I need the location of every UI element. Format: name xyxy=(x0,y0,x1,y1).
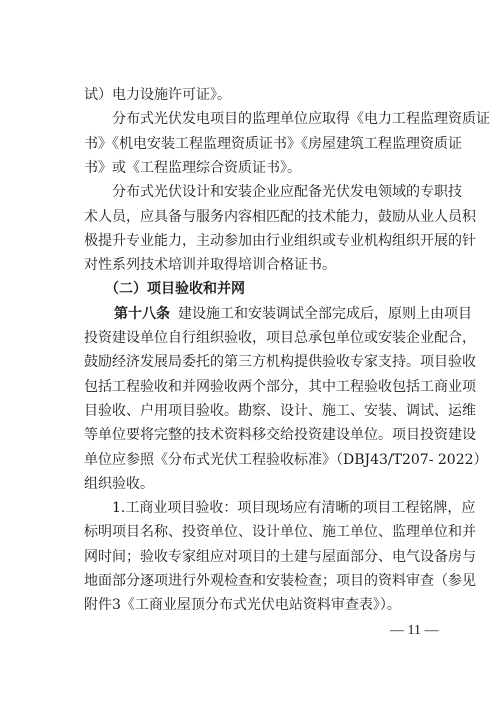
text-line: 试）电力设施许可证》。 xyxy=(84,87,231,103)
text-line: 投资建设单位自行组织验收，项目总承包单位或安装企业配合， xyxy=(84,330,476,346)
text-line: 目验收、户用项目验收。勘察、设计、施工、安装、调试、运维 xyxy=(84,402,476,419)
text-line: 分布式光伏设计和安装企业应配备光伏发电领域的专职技 xyxy=(84,184,462,201)
text-line: 地面部分逐项进行外观检查和安装检查；项目的资料审查（参见 xyxy=(84,573,476,589)
text-line: 附件3《工商业屋顶分布式光伏电站资料审查表》）。 xyxy=(84,597,401,614)
text-line: 网时间；验收专家组应对项目的土建与屋面部分、电气设备房与 xyxy=(84,548,476,565)
section-heading: （二）项目验收和并网 xyxy=(84,281,245,298)
text-line: 书》或《工程监理综合资质证书》。 xyxy=(84,159,301,176)
text-line: 鼓励经济发展局委托的第三方机构提供验收专家支持。项目验收 xyxy=(84,354,476,371)
text-line: 等单位要将完整的技术资料移交给投资建设单位。项目投资建设 xyxy=(84,427,476,444)
article-first-line xyxy=(84,305,472,323)
text-line: 包括工程验收和并网验收两个部分，其中工程验收包括工商业项 xyxy=(84,378,476,395)
article-label: 第十八条 xyxy=(114,305,170,322)
text-line: 分布式光伏发电项目的监理单位应取得《电力工程监理资质证 xyxy=(84,111,490,128)
text-line: 1.工商业项目验收：项目现场应有清晰的项目工程铭牌，应 xyxy=(84,500,476,517)
page-number: — 11 — xyxy=(390,622,439,638)
text-line: 单位应参照《分布式光伏工程验收标准》（DBJ43/T207- 2022） xyxy=(84,451,488,468)
text-line: 术人员，应具备与服务内容相匹配的技术能力，鼓励从业人员积 xyxy=(84,208,476,225)
article-text: 建设施工和安装调试全部完成后，原则上由项目 xyxy=(178,305,472,322)
text-line: 书》《机电安装工程监理资质证书》《房屋建筑工程监理资质证 xyxy=(84,135,462,152)
text-line: 对性系列技术培训并取得培训合格证书。 xyxy=(84,257,336,274)
text-line: 标明项目名称、投资单位、设计单位、施工单位、监理单位和并 xyxy=(84,524,476,541)
text-line: 组织验收。 xyxy=(84,475,154,492)
text-line: 极提升专业能力，主动参加由行业组织或专业机构组织开展的针 xyxy=(84,232,476,249)
